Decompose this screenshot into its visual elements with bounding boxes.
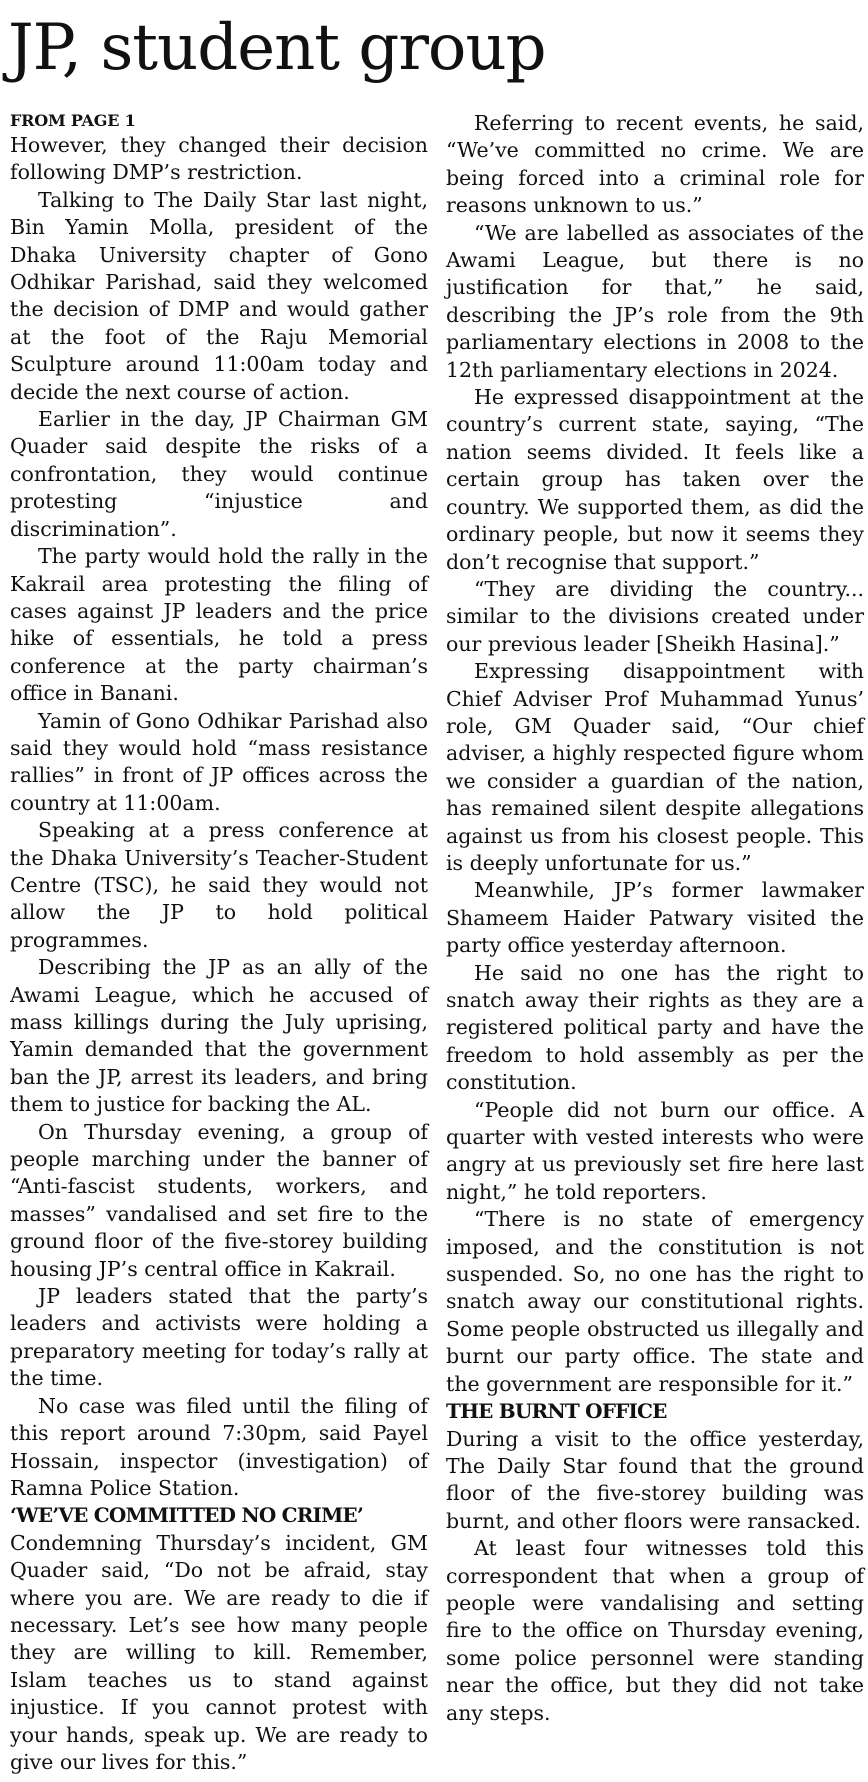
paragraph: Talking to The Daily Star last night, Bin Yamin Molla, president of the Dhaka University chapter of Gono Odhikar Parishad, said they welcomed the decision of DMP and would gather at the foot of the Raju Memorial Sculpture around 11:00am today and decide the next course of action.: [10, 187, 428, 404]
paragraph: Referring to recent events, he said, “We’ve committed no crime. We are being forced into a criminal role for reasons unknown to us.”: [446, 111, 864, 218]
paragraph: “There is no state of emergency imposed, and the constitution is not suspended. So, no one has the right to snatch away our constitutional rights. Some people obstructed us illegally and burnt our party office. The state and the government are responsible for it.”: [446, 1207, 864, 1396]
paragraph: He said no one has the right to snatch away their rights as they are a registered political party and have the freedom to hold assembly as per the constitution.: [446, 960, 864, 1095]
continuation-kicker: FROM PAGE 1: [10, 111, 136, 130]
paragraph: However, they changed their decision following DMP’s restriction.: [10, 133, 428, 185]
paragraph: No case was filed until the filing of this report around 7:30pm, said Payel Hossain, inspector (investigation) of Ramna Police Station.: [10, 1393, 428, 1500]
paragraph: Describing the JP as an ally of the Awami League, which he accused of mass killings during the July uprising, Yamin demanded that the government ban the JP, arrest its leaders, and bring them to justice for backing the AL.: [10, 955, 428, 1117]
subhead-burnt-office: THE BURNT OFFICE: [446, 1399, 667, 1424]
paragraph: During a visit to the office yesterday, The Daily Star found that the ground floor of the five-storey building was burnt, and other floors were ransacked.: [446, 1426, 864, 1533]
paragraph: Condemning Thursday’s incident, GM Quader said, “Do not be afraid, stay where you are. We are ready to die if necessary. Let’s see how many people they are willing to kill. Remember, Islam teaches us to stand against injustice. If you cannot protest with your hands, speak up. We are ready to give our lives for this.”: [10, 1530, 428, 1774]
paragraph: Speaking at a press conference at the Dhaka University’s Teacher-Student Centre (TSC), he said they would not allow the JP to hold political programmes.: [10, 818, 428, 952]
subhead-no-crime: ‘WE’VE COMMITTED NO CRIME’: [10, 1503, 364, 1528]
paragraph: On Thursday evening, a group of people marching under the banner of “Anti-fascist students, workers, and masses” vandalised and set fire to the ground floor of the five-storey building housing JP’s central office in Kakrail.: [10, 1119, 428, 1281]
paragraph: JP leaders stated that the party’s leaders and activists were holding a preparatory meeting for today’s rally at the time.: [10, 1284, 428, 1391]
paragraph: He expressed disappointment at the country’s current state, saying, “The nation seems divided. It feels like a certain group has taken over the country. We supported them, as did the ordinary people, but now it seems they don’t recognise that support.”: [446, 385, 864, 574]
paragraph: “They are dividing the country... similar to the divisions created under our previous leader [Sheikh Hasina].”: [446, 576, 864, 656]
paragraph: At least four witnesses told this correspondent that when a group of people were vandalising and setting fire to the office on Thursday evening, some police personnel were standing near the office, but they did not take any steps.: [446, 1536, 864, 1725]
paragraph: Yamin of Gono Odhikar Parishad also said they would hold “mass resistance rallies” in front of JP offices across the country at 11:00am.: [10, 708, 428, 815]
article-column-left: [10, 110, 428, 1776]
paragraph: The party would hold the rally in the Kakrail area protesting the filing of cases against JP leaders and the price hike of essentials, he told a press conference at the party chairman’s office in Banani.: [10, 544, 428, 706]
paragraph: Earlier in the day, JP Chairman GM Quader said despite the risks of a confrontation, they would continue protesting “injustice and discrimination”.: [10, 407, 428, 541]
paragraph: Expressing disappointment with Chief Adviser Prof Muhammad Yunus’ role, GM Quader said, “Our chief adviser, a highly respected figure whom we consider a guardian of the nation, has remained silent despite allegations against us from his closest people. This is deeply unfortunate for us.”: [446, 659, 864, 875]
paragraph: “We are labelled as associates of the Awami League, but there is no justification for that,” he said, describing the JP’s role from the 9th parliamentary elections in 2008 to the 12th parliamentary elections in 2024.: [446, 220, 864, 382]
paragraph: “People did not burn our office. A quarter with vested interests who were angry at us previously set fire here last night,” he told reporters.: [446, 1097, 864, 1204]
headline: JP, student group: [8, 11, 546, 85]
paragraph: Meanwhile, JP’s former lawmaker Shameem Haider Patwary visited the party office yesterday afternoon.: [446, 878, 864, 958]
article-column-right: [446, 110, 864, 1727]
